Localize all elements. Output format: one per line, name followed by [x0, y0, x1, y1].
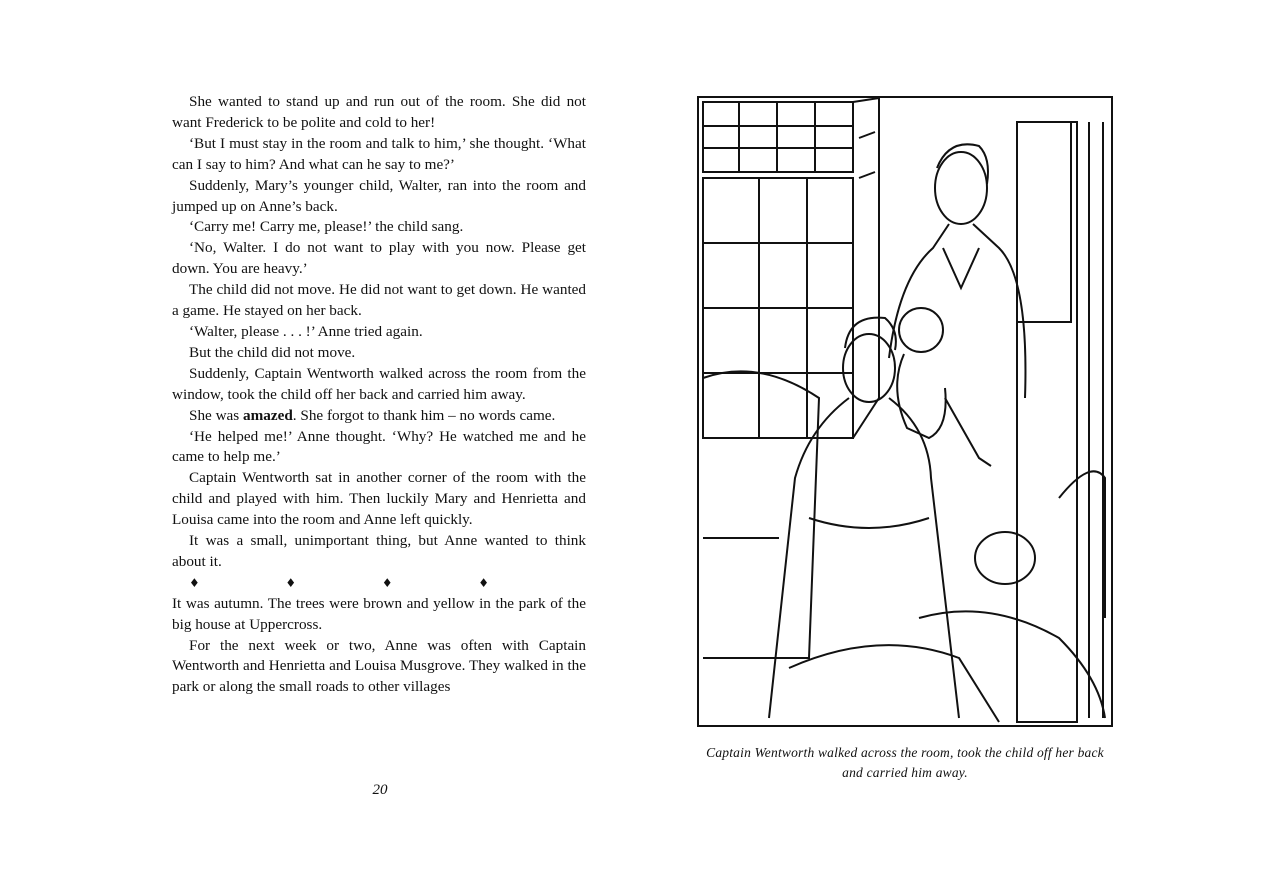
caption-line-2: and carried him away. [842, 765, 968, 780]
left-page-text [172, 92, 586, 698]
illustration [697, 96, 1113, 727]
paragraph-1: She wanted to stand up and run out of the room. She did not want Frederick to be polite and cold to her! [172, 93, 586, 131]
paragraph-10 [172, 406, 586, 427]
paragraph-2: ‘But I must stay in the room and talk to him,’ she thought. ‘What can I say to him? And what can he say to me?’ [172, 134, 586, 173]
paragraph-3: Suddenly, Mary’s younger child, Walter, ran into the room and jumped up on Anne’s back. [172, 176, 586, 215]
paragraph-4: ‘Carry me! Carry me, please!’ the child sang. [189, 218, 464, 236]
paragraph-9: Suddenly, Captain Wentworth walked across the room from the window, took the child off her back and carried him away. [172, 364, 586, 403]
illustration-caption [690, 743, 1120, 783]
diamond-icon: ♦ [381, 575, 393, 590]
paragraph-10-end: . She forgot to thank him – no words came. [292, 406, 556, 424]
paragraph-14: It was autumn. The trees were brown and yellow in the park of the big house at Uppercross. [172, 594, 586, 633]
paragraph-15: For the next week or two, Anne was often with Captain Wentworth and Henrietta and Louisa Musgrove. They walked in the park or along the small roads to other villages [172, 636, 586, 696]
diamond-icon: ♦ [285, 575, 297, 590]
paragraph-5: ‘No, Walter. I do not want to play with you now. Please get down. You are heavy.’ [172, 239, 586, 278]
paragraph-7: ‘Walter, please . . . !’ Anne tried again. [189, 322, 423, 340]
page-number: 20 [372, 782, 388, 798]
paragraph-13: It was a small, unimportant thing, but Anne wanted to think about it. [172, 532, 586, 570]
paragraph-8: But the child did not move. [189, 343, 356, 361]
diamond-icon: ♦ [478, 575, 489, 590]
illustration-drawing [699, 98, 1111, 725]
paragraph-12: Captain Wentworth sat in another corner of the room with the child and played with him. Then luckily Mary and Henrietta and Louisa came into the room and Anne left quickly. [172, 469, 586, 529]
child-drawing [897, 308, 991, 466]
paragraph-11: ‘He helped me!’ Anne thought. ‘Why? He watched me and he came to help me.’ [172, 427, 586, 466]
man-drawing [889, 144, 1025, 398]
paragraph-6: The child did not move. He did not want to get down. He wanted a game. He stayed on her back. [172, 281, 586, 320]
paragraph-10-start: She was [189, 406, 243, 424]
door-drawing [1017, 122, 1103, 722]
section-divider [189, 573, 489, 594]
window-drawing [703, 98, 879, 438]
caption-line-1: Captain Wentworth walked across the room, took the child off her back [706, 745, 1104, 760]
sofa-drawing [703, 371, 819, 658]
diamond-icon: ♦ [189, 575, 200, 590]
bold-word-amazed: amazed [243, 406, 293, 424]
sleeping-figure-drawing [789, 471, 1105, 722]
